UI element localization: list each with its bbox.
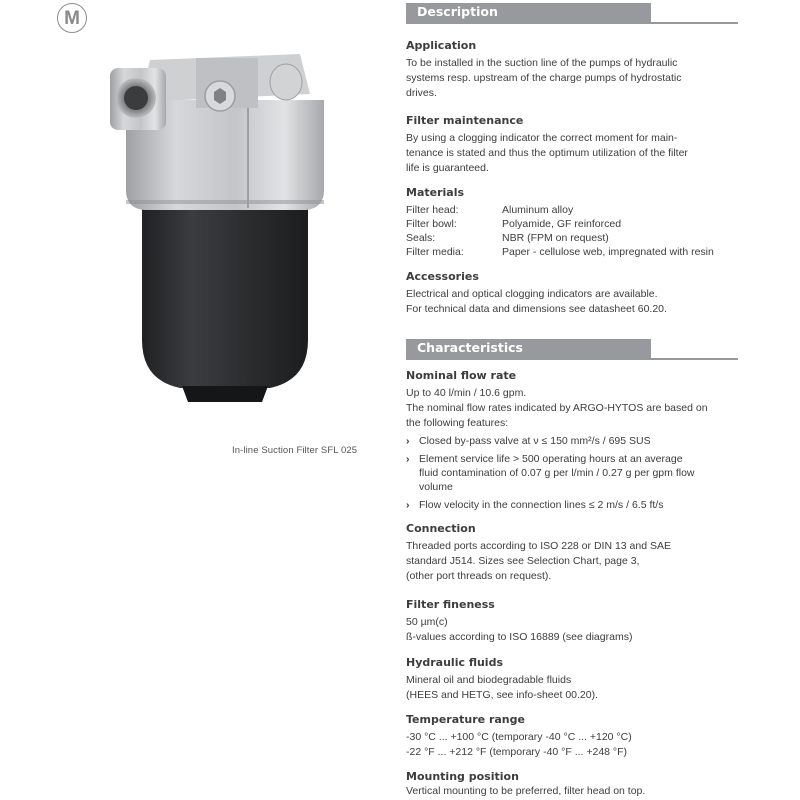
materials-table <box>406 203 742 259</box>
connection-line: (other port threads on request). <box>406 570 552 582</box>
temperature-block <box>406 712 742 760</box>
section-title: Description <box>417 4 498 19</box>
material-value: Polyamide, GF reinforced <box>502 218 622 230</box>
fineness-line: ß-values according to ISO 16889 (see diagrams) <box>406 631 633 643</box>
feature-item <box>406 434 742 448</box>
maintenance-line: life is guaranteed. <box>406 162 489 174</box>
material-value: Paper - cellulose web, impregnated with resin <box>502 246 714 258</box>
feature-text: fluid contamination of 0.07 g per l/min / 0.27 g per gpm flow <box>419 467 695 479</box>
fineness-line: 50 µm(c) <box>406 616 448 628</box>
flow-line: The nominal flow rates indicated by ARGO-HYTOS are based on <box>406 402 708 414</box>
application-line: drives. <box>406 87 437 99</box>
maintenance-line: By using a clogging indicator the correct moment for main- <box>406 132 678 144</box>
heading-fineness: Filter fineness <box>406 598 495 611</box>
chevron-right-icon: › <box>406 453 410 465</box>
fluids-line: (HEES and HETG, see info-sheet 00.20). <box>406 689 599 701</box>
filter-product-image <box>110 40 340 430</box>
chevron-right-icon: › <box>406 435 410 447</box>
mounting-line: Vertical mounting to be preferred, filter head on top. <box>406 785 646 797</box>
heading-maintenance: Filter maintenance <box>406 114 524 127</box>
material-value: NBR (FPM on request) <box>502 232 609 244</box>
feature-text: volume <box>419 481 453 493</box>
feature-text: Closed by-pass valve at ν ≤ 150 mm²/s / 695 SUS <box>419 435 651 447</box>
material-label: Filter head: <box>406 204 459 216</box>
feature-list <box>406 434 742 512</box>
heading-application: Application <box>406 39 477 52</box>
connection-line: Threaded ports according to ISO 228 or DIN 13 and SAE <box>406 540 671 552</box>
mounting-block <box>406 769 742 799</box>
material-label: Filter bowl: <box>406 218 457 230</box>
temperature-line: -22 °F ... +212 °F (temporary -40 °F ... +248 °F) <box>406 746 628 758</box>
section-title: Characteristics <box>417 340 523 355</box>
application-line: systems resp. upstream of the charge pumps of hydrostatic <box>406 72 682 84</box>
accessories-line: Electrical and optical clogging indicators are available. <box>406 288 658 300</box>
flow-line: Up to 40 l/min / 10.6 gpm. <box>406 387 527 399</box>
feature-item <box>406 452 742 494</box>
spec-column <box>406 3 742 799</box>
chevron-right-icon: › <box>406 499 410 511</box>
maintenance-block <box>406 113 742 176</box>
heading-materials: Materials <box>406 186 465 199</box>
temperature-line: -30 °C ... +100 °C (temporary -40 °C ... +120 °C) <box>406 731 632 743</box>
fluids-line: Mineral oil and biodegradable fluids <box>406 674 572 686</box>
accessories-block <box>406 269 742 317</box>
heading-flow-rate: Nominal flow rate <box>406 369 517 382</box>
heading-fluids: Hydraulic fluids <box>406 656 503 669</box>
heading-connection: Connection <box>406 522 476 535</box>
fluids-block <box>406 655 742 703</box>
material-label: Seals: <box>406 232 436 244</box>
circled-m-icon <box>57 3 87 33</box>
flow-block <box>406 368 742 512</box>
feature-item <box>406 498 742 512</box>
logo-letter: M <box>64 7 80 29</box>
heading-accessories: Accessories <box>406 270 479 283</box>
accessories-line: For technical data and dimensions see datasheet 60.20. <box>406 303 667 315</box>
section-header-characteristics <box>406 339 742 358</box>
connection-block <box>406 521 742 584</box>
materials-block <box>406 185 742 259</box>
section-header-description <box>406 3 742 22</box>
material-label: Filter media: <box>406 246 464 258</box>
product-caption: In-line Suction Filter SFL 025 <box>232 445 358 456</box>
feature-text: Element service life > 500 operating hours at an average <box>419 453 683 465</box>
feature-text: Flow velocity in the connection lines ≤ 2 m/s / 6.5 ft/s <box>419 499 664 511</box>
maintenance-line: tenance is stated and thus the optimum utilization of the filter <box>406 147 688 159</box>
header-underline <box>406 22 738 24</box>
application-line: To be installed in the suction line of the pumps of hydraulic <box>406 57 678 69</box>
application-block <box>406 38 742 101</box>
heading-mounting: Mounting position <box>406 770 519 783</box>
material-value: Aluminum alloy <box>502 204 574 216</box>
header-underline <box>406 358 738 360</box>
heading-temperature: Temperature range <box>406 713 525 726</box>
connection-line: standard J514. Sizes see Selection Chart, page 3, <box>406 555 640 567</box>
fineness-block <box>406 597 742 645</box>
flow-line: the following features: <box>406 417 509 429</box>
